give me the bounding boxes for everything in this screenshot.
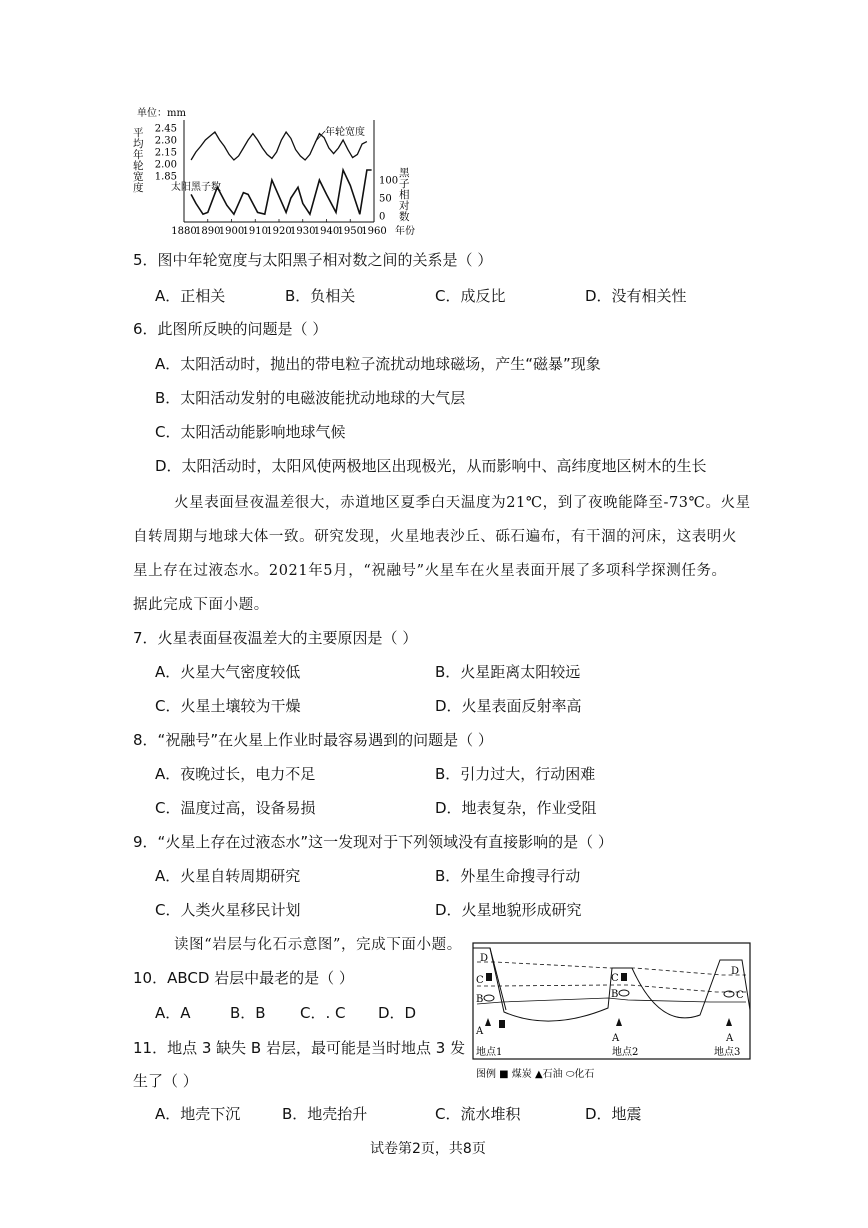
right-axis-label-char: 子 bbox=[399, 178, 410, 190]
left-axis-label-char: 年 bbox=[133, 149, 144, 161]
q8-option-d: D．地表复杂，作业受阻 bbox=[435, 799, 597, 817]
loc1-coal-icon-2 bbox=[499, 1020, 505, 1028]
loc2-layer-b: B bbox=[611, 989, 619, 1000]
q9-option-c: C．人类火星移民计划 bbox=[155, 901, 301, 919]
loc2-layer-c: C bbox=[611, 973, 619, 984]
loc2-oil-icon bbox=[616, 1018, 622, 1026]
x-axis-unit: 年份 bbox=[395, 226, 415, 237]
q6-option-a: A．太阳活动时，抛出的带电粒子流扰动地球磁场，产生“磁暴”现象 bbox=[155, 355, 601, 373]
loc2-coal-icon bbox=[621, 973, 627, 981]
loc2-layer-a: A bbox=[612, 1033, 620, 1044]
left-axis-label-char: 宽 bbox=[133, 171, 144, 183]
loc1-fossil-icon bbox=[484, 995, 494, 1001]
question-11-line1: 11．地点 3 缺失 B 岩层，最可能是当时地点 3 发 bbox=[133, 1039, 466, 1057]
q7-option-c: C．火星土壤较为干燥 bbox=[155, 697, 301, 715]
left-tick-label: 2.15 bbox=[154, 147, 177, 159]
loc2-fossil-icon bbox=[619, 990, 629, 996]
x-tick-label: 1930 bbox=[290, 226, 316, 237]
passage-line-3: 星上存在过液态水。2021年5月，“祝融号”火星车在火星表面开展了多项科学探测任务。 bbox=[133, 563, 727, 579]
q10-option-d: D．D bbox=[378, 1004, 417, 1022]
left-axis-label-char: 轮 bbox=[133, 160, 144, 172]
passage-line-1: 火星表面昼夜温差很大，赤道地区夏季白天温度为21℃，到了夜晚能降至-73℃。火星 bbox=[174, 495, 751, 511]
diagram-legend: 图例 ■ 煤炭 ▲石油 ⬭化石 bbox=[476, 1069, 595, 1080]
loc3-layer-a: A bbox=[726, 1033, 734, 1044]
q7-option-b: B．火星距离太阳较远 bbox=[435, 663, 581, 681]
question-9: 9．“火星上存在过液态水”这一发现对于下列领域没有直接影响的是（ ） bbox=[133, 833, 613, 851]
q8-option-c: C．温度过高，设备易损 bbox=[155, 799, 316, 817]
q10-option-b: B．B bbox=[230, 1004, 266, 1022]
right-axis-label-char: 数 bbox=[399, 211, 410, 223]
x-tick-label: 1890 bbox=[195, 226, 221, 237]
q8-option-b: B．引力过大，行动困难 bbox=[435, 765, 596, 783]
x-tick-label: 1950 bbox=[337, 226, 363, 237]
left-axis-label bbox=[133, 127, 144, 194]
left-axis-label-char: 均 bbox=[133, 138, 144, 150]
left-axis-label-char: 平 bbox=[133, 127, 144, 139]
loc1-layer-a: A bbox=[476, 1026, 484, 1037]
q5-option-c: C．成反比 bbox=[435, 287, 506, 305]
right-axis-label-char: 对 bbox=[399, 200, 410, 212]
q11-option-b: B．地壳抬升 bbox=[282, 1105, 368, 1123]
location-1-label: 地点1 bbox=[476, 1047, 503, 1058]
series1-label: 年轮宽度 bbox=[325, 127, 365, 138]
left-tick-label: 2.00 bbox=[154, 159, 177, 171]
left-tick-label: 1.85 bbox=[154, 171, 177, 183]
q5-option-a: A．正相关 bbox=[155, 287, 226, 305]
question-7: 7．火星表面昼夜温差大的主要原因是（ ） bbox=[133, 629, 418, 647]
q9-option-d: D．火星地貌形成研究 bbox=[435, 901, 582, 919]
location-3-label: 地点3 bbox=[714, 1047, 741, 1058]
q8-option-a: A．夜晚过长，电力不足 bbox=[155, 765, 316, 783]
loc3-oil-icon bbox=[726, 1018, 732, 1026]
left-tick-label: 2.30 bbox=[154, 135, 177, 147]
q7-option-a: A．火星大气密度较低 bbox=[155, 663, 301, 681]
loc3-layer-c: C bbox=[736, 990, 744, 1001]
left-axis-ticks bbox=[155, 124, 177, 183]
q6-option-b: B．太阳活动发射的电磁波能扰动地球的大气层 bbox=[155, 389, 466, 407]
loc1-layer-c: C bbox=[476, 975, 484, 986]
right-axis-label-char: 黑 bbox=[399, 167, 410, 179]
right-axis-ticks bbox=[379, 176, 398, 223]
q10-option-c: C．. C bbox=[300, 1004, 346, 1022]
q6-option-c: C．太阳活动能影响地球气候 bbox=[155, 423, 346, 441]
q11-option-c: C．流水堆积 bbox=[435, 1105, 521, 1123]
x-tick-label: 1910 bbox=[242, 226, 268, 237]
loc1-layer-b: B bbox=[476, 994, 484, 1005]
right-tick-label: 0 bbox=[379, 211, 386, 223]
x-tick-label: 1940 bbox=[313, 226, 340, 237]
loc1-coal-icon bbox=[486, 973, 492, 981]
q11-option-d: D．地震 bbox=[585, 1105, 642, 1123]
x-tick-label: 1960 bbox=[361, 226, 387, 237]
q5-option-d: D．没有相关性 bbox=[585, 287, 687, 305]
x-tick-label: 1900 bbox=[218, 226, 245, 237]
page-footer: 试卷第2页，共8页 bbox=[370, 1141, 486, 1157]
q7-option-d: D．火星表面反射率高 bbox=[435, 697, 582, 715]
x-tick-label: 1920 bbox=[266, 226, 292, 237]
loc1-layer-d: D bbox=[480, 953, 489, 964]
series2-label: 太阳黑子数 bbox=[171, 182, 221, 193]
passage-line-2: 自转周期与地球大体一致。研究发现，火星地表沙丘、砾石遍布，有干涸的河床，这表明火 bbox=[133, 529, 737, 545]
question-8: 8．“祝融号”在火星上作业时最容易遇到的问题是（ ） bbox=[133, 731, 493, 749]
location-2-label: 地点2 bbox=[612, 1047, 639, 1058]
question-6: 6．此图所反映的问题是（ ） bbox=[133, 320, 328, 338]
right-axis-label bbox=[399, 167, 410, 223]
question-5: 5．图中年轮宽度与太阳黑子相对数之间的关系是（ ） bbox=[133, 251, 493, 269]
rock-intro: 读图“岩层与化石示意图”，完成下面小题。 bbox=[174, 937, 462, 953]
loc1-oil-icon bbox=[485, 1018, 491, 1026]
left-tick-label: 2.45 bbox=[154, 123, 177, 135]
q10-option-a: A．A bbox=[155, 1004, 191, 1022]
question-11-line2: 生了（ ） bbox=[133, 1072, 198, 1090]
right-axis-label-char: 相 bbox=[399, 189, 410, 201]
left-axis-label-char: 度 bbox=[133, 182, 144, 194]
q9-option-a: A．火星自转周期研究 bbox=[155, 867, 301, 885]
q5-option-b: B．负相关 bbox=[285, 287, 356, 305]
q6-option-d: D．太阳活动时，太阳风使两极地区出现极光，从而影响中、高纬度地区树木的生长 bbox=[155, 457, 707, 475]
unit-label: 单位：mm bbox=[137, 108, 186, 119]
x-tick-label: 1880 bbox=[171, 226, 197, 237]
q11-option-a: A．地壳下沉 bbox=[155, 1105, 241, 1123]
rock-layer-diagram bbox=[470, 940, 755, 1085]
passage-line-4: 据此完成下面小题。 bbox=[133, 597, 269, 613]
question-10: 10．ABCD 岩层中最老的是（ ） bbox=[133, 969, 354, 987]
tree-ring-sunspot-chart bbox=[125, 100, 425, 238]
right-tick-label: 100 bbox=[379, 175, 399, 187]
loc3-layer-d: D bbox=[731, 966, 740, 977]
q9-option-b: B．外星生命搜寻行动 bbox=[435, 867, 581, 885]
terrain-profile bbox=[473, 948, 750, 1021]
right-tick-label: 50 bbox=[379, 193, 392, 205]
